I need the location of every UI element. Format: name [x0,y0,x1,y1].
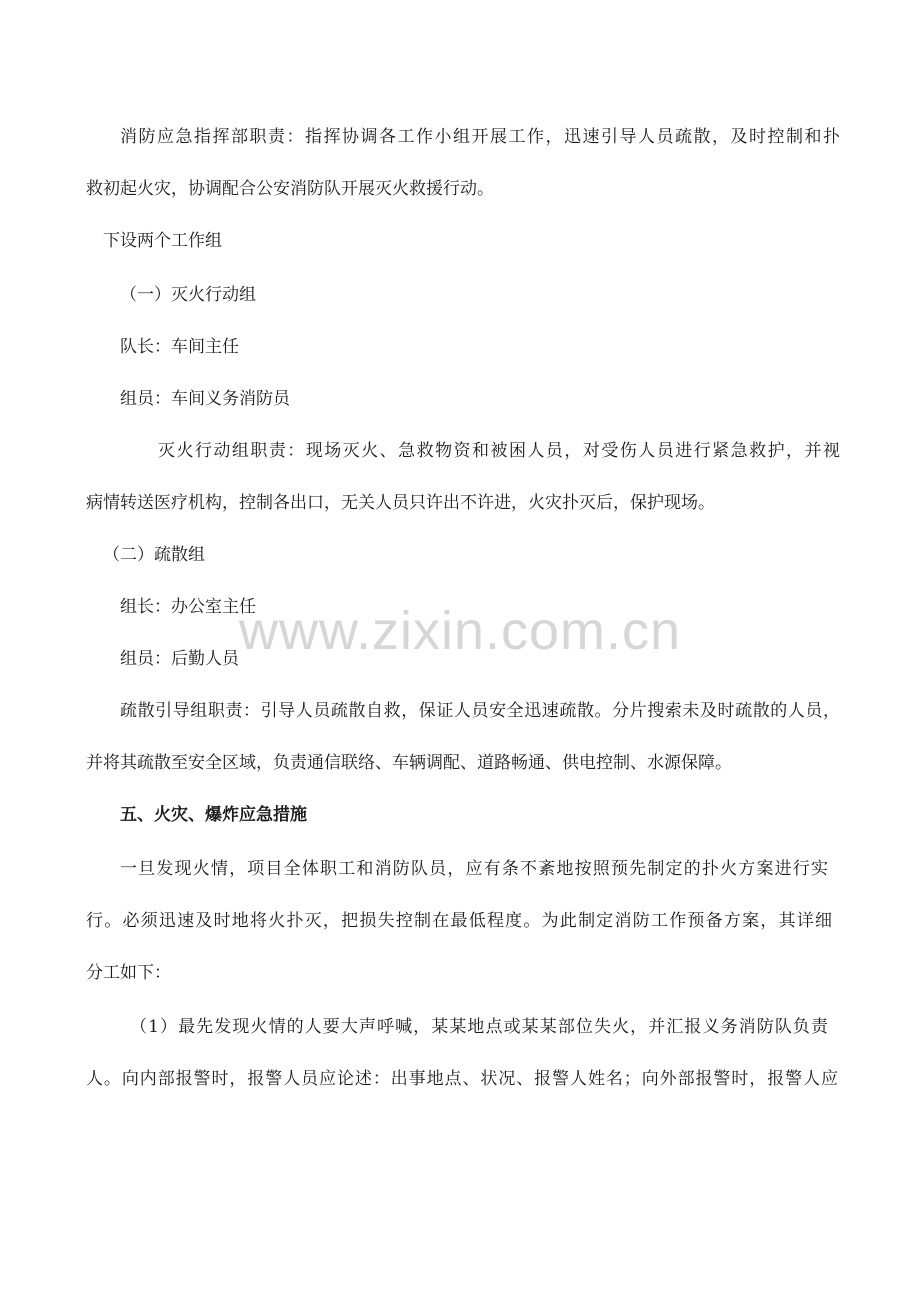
section-title: 五、火灾、爆炸应急措施 [120,805,307,825]
text-line: 人。向内部报警时，报警人员应论述：出事地点、状况、报警人姓名；向外部报警时，报警人应 [86,1069,838,1089]
text-line: 消防应急指挥部职责：指挥协调各工作小组开展工作，迅速引导人员疏散，及时控制和扑 [120,127,840,147]
text-line: 队长：车间主任 [120,337,239,357]
section-heading: （一）灭火行动组 [120,285,256,305]
text-line: 灭火行动组职责：现场灭火、急救物资和被困人员，对受伤人员进行紧急救护，并视 [158,441,840,461]
section-heading: （二）疏散组 [103,545,205,565]
text-line: 下设两个工作组 [103,231,222,251]
text-line: 一旦发现火情，项目全体职工和消防队员，应有条不紊地按照预先制定的扑火方案进行实 [120,859,828,879]
watermark: www.zixin.com.cn [238,601,682,661]
text-line: 组员：车间义务消防员 [120,389,290,409]
text-line: 疏散引导组职责：引导人员疏散自救，保证人员安全迅速疏散。分片搜索未及时疏散的人员， [120,701,840,721]
text-line: 行。必须迅速及时地将火扑灭，把损失控制在最低程度。为此制定消防工作预备方案，其详细 [86,911,832,931]
text-line: 救初起火灾，协调配合公安消防队开展灭火救援行动。 [86,179,494,199]
text-line: 组员：后勤人员 [120,649,239,669]
text-line: 组长：办公室主任 [120,597,256,617]
text-line: （1）最先发现火情的人要大声呼喊，某某地点或某某部位失火，并汇报义务消防队负责 [130,1017,828,1037]
text-line: 分工如下： [86,963,171,983]
text-line: 病情转送医疗机构，控制各出口，无关人员只许出不许进，火灾扑灭后，保护现场。 [86,493,715,513]
text-line: 并将其疏散至安全区域，负责通信联络、车辆调配、道路畅通、供电控制、水源保障。 [86,753,732,773]
